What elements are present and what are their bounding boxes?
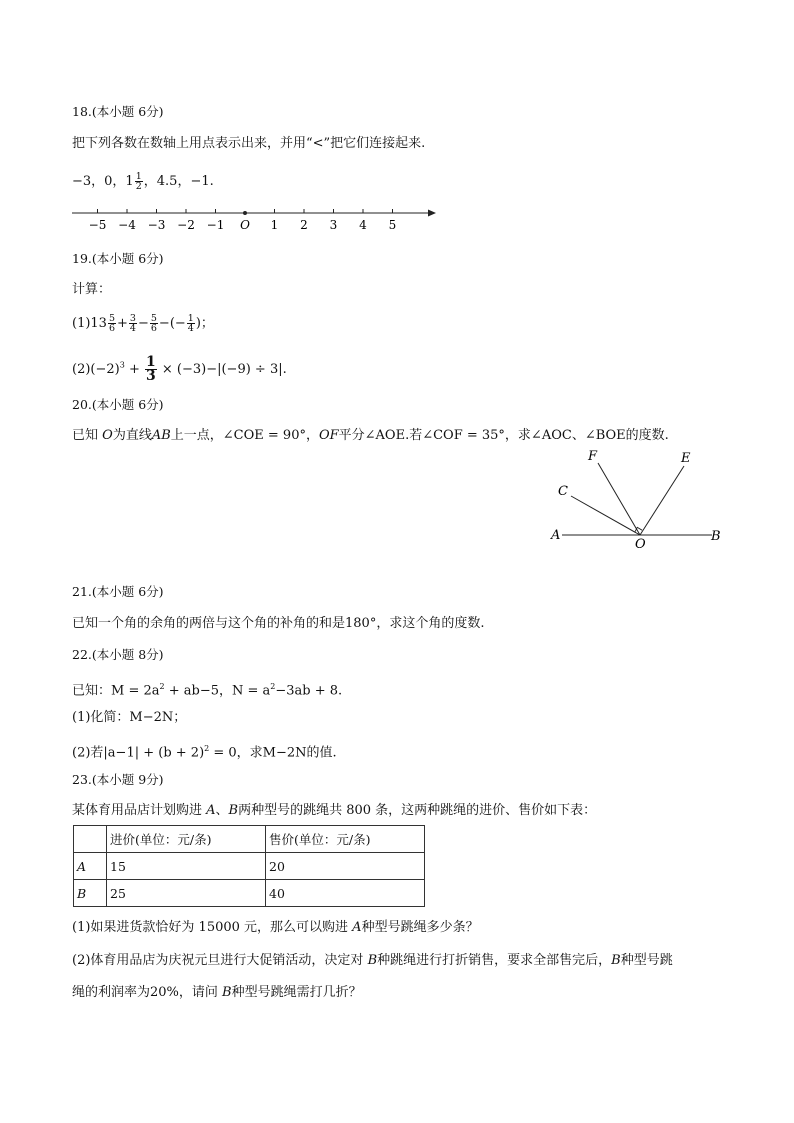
q20-prompt: 已知 O为直线AB上一点，∠COE = 90°，OF平分∠AOE.若∠COF = 35°，求∠AOC、∠BOE的度数. [72,428,669,443]
table-row [74,880,425,907]
axis-tick-label: 4 [359,218,367,232]
q18-header: 18.(本小题 6分) [72,104,164,119]
axis-tick-label: −5 [88,218,107,232]
axis-tick-label: O [240,218,250,232]
q18-numbers: −3，0，1 $\frac{1}{2}$ ，4.5，−1. [72,171,214,192]
q23-part2-line1: (2)体育用品店为庆祝元旦进行大促销活动，决定对 B种跳绳进行打折销售，要求全部售完后，B种型号跳 [72,953,673,968]
label-O: O [635,537,646,552]
axis-tick-label: 3 [329,218,338,232]
q23-prompt: 某体育用品店计划购进 A、B两种型号的跳绳共 800 条，这两种跳绳的进价、售价如下表： [72,803,597,818]
table-header-cell [74,826,107,853]
q22-part2: (2)若$|a-1| + (b + 2)^2 = 0$，求M−2N的值. [72,744,337,761]
axis-tick-label: −2 [177,218,195,232]
axis-tick-label: −4 [118,218,136,232]
table-header-cell: 售价(单位：元/条) [266,826,425,853]
table-cell: 40 [266,880,425,907]
price-table [73,825,425,907]
axis-tick-label: 5 [388,218,397,232]
table-cell: 15 [107,853,266,880]
label-E: E [681,451,691,466]
table-header-cell: 进价(单位：元/条) [107,826,266,853]
ray-OC [571,496,640,535]
axis-tick-label: −3 [147,218,166,232]
q20-header: 20.(本小题 6分) [72,397,164,412]
q23-header: 23.(本小题 9分) [72,772,164,787]
q23-part1: (1)如果进货款恰好为 15000 元，那么可以购进 A种型号跳绳多少条？ [72,920,479,935]
q19-part2: $(2)(-2)^3$ + $\frac{1}{3}$ × (−3)−|(−9) ÷ 3|. [72,354,287,384]
axis-tick-label: 2 [300,218,308,232]
q18-prompt: 把下列各数在数轴上用点表示出来，并用“<”把它们连接起来. [72,136,426,151]
q23-part2-line2: 绳的利润率为20%，请问 B种型号跳绳需打几折？ [72,985,362,1000]
q22-header: 22.(本小题 8分) [72,647,164,662]
axis-tick-label: 1 [270,218,279,232]
q19-part1: (1)13 $\frac{5}{6}$ + $\frac{3}{4}$ − $\frac{5}{6}$ −(− $\frac{1}{4}$ )； [72,313,214,334]
table-cell: B [74,880,107,907]
q19-prompt: 计算： [72,282,112,297]
q19-header: 19.(本小题 6分) [72,251,164,266]
axis-tick-label: −1 [206,218,225,232]
fraction-one-half: $\frac{1}{2}$ [135,171,142,192]
label-F: F [588,449,598,464]
q21-header: 21.(本小题 6分) [72,584,164,599]
ray-OF [598,463,640,535]
ray-OE [640,466,684,535]
table-cell: 20 [266,853,425,880]
table-cell: A [74,853,107,880]
label-A: A [551,528,561,543]
label-B: B [711,529,721,544]
q22-part1: (1)化简：M−2N； [72,710,187,725]
table-header-row [74,826,425,853]
table-row [74,853,425,880]
table-cell: 25 [107,880,266,907]
q21-prompt: 已知一个角的余角的两倍与这个角的补角的和是180°，求这个角的度数. [72,616,485,631]
label-C: C [558,484,568,499]
q22-prompt: 已知：$M = 2a^2 + ab-5$，$N = a^2-3ab + 8$. [72,682,343,699]
